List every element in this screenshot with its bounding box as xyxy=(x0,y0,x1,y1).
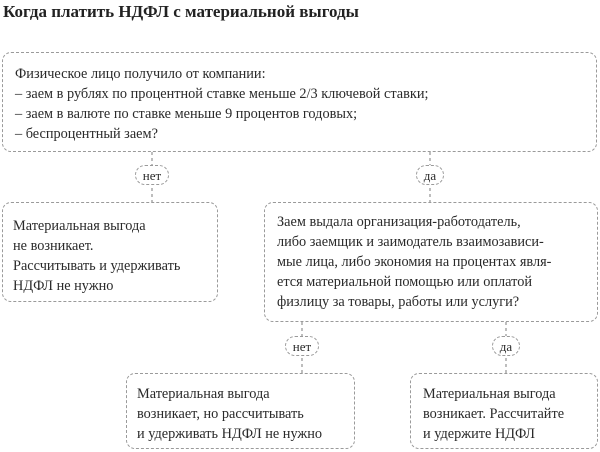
result-line: Материальная выгода xyxy=(13,218,146,234)
question-box-loan-conditions xyxy=(2,52,597,152)
question-line: – заем в рублях по процентной ставке меньше 2/3 ключевой ставки; xyxy=(15,86,429,102)
branch-label-yes: да xyxy=(416,165,444,185)
result-line: Материальная выгода xyxy=(137,386,270,402)
result-line: не возникает. xyxy=(13,238,94,254)
question-line: физлицу за товары, работы или услуги? xyxy=(277,294,520,310)
question-line: Физическое лицо получило от компании: xyxy=(15,66,266,82)
result-line: и удержите НДФЛ xyxy=(423,426,535,442)
question-line: ется материальной помощью или оплатой xyxy=(277,274,533,290)
result-line: и удерживать НДФЛ не нужно xyxy=(137,426,323,442)
question-line: Заем выдала организация-работодатель, xyxy=(277,214,521,230)
result-box-no-benefit xyxy=(2,202,218,302)
result-box-benefit-no-tax xyxy=(126,373,355,449)
result-line: Материальная выгода xyxy=(423,386,556,402)
result-line: возникает. Рассчитайте xyxy=(423,406,565,422)
branch-label-no: нет xyxy=(135,165,169,185)
question-box-employer-or-related xyxy=(264,202,598,322)
branch-label-yes: да xyxy=(492,336,520,356)
result-line: Рассчитывать и удерживать xyxy=(13,258,181,274)
result-line: возникает, но рассчитывать xyxy=(137,406,304,422)
question-line: – беспроцентный заем? xyxy=(15,126,158,142)
question-line: либо заемщик и заимодатель взаимозависи- xyxy=(277,234,544,250)
result-line: НДФЛ не нужно xyxy=(13,278,114,294)
result-box-benefit-tax xyxy=(410,373,598,449)
question-line: – заем в валюте по ставке меньше 9 процентов годовых; xyxy=(15,106,358,122)
diagram-title: Когда платить НДФЛ с материальной выгоды xyxy=(3,2,359,21)
question-line: мые лица, либо экономия на процентах явля- xyxy=(277,254,552,270)
branch-label-no: нет xyxy=(285,336,319,356)
